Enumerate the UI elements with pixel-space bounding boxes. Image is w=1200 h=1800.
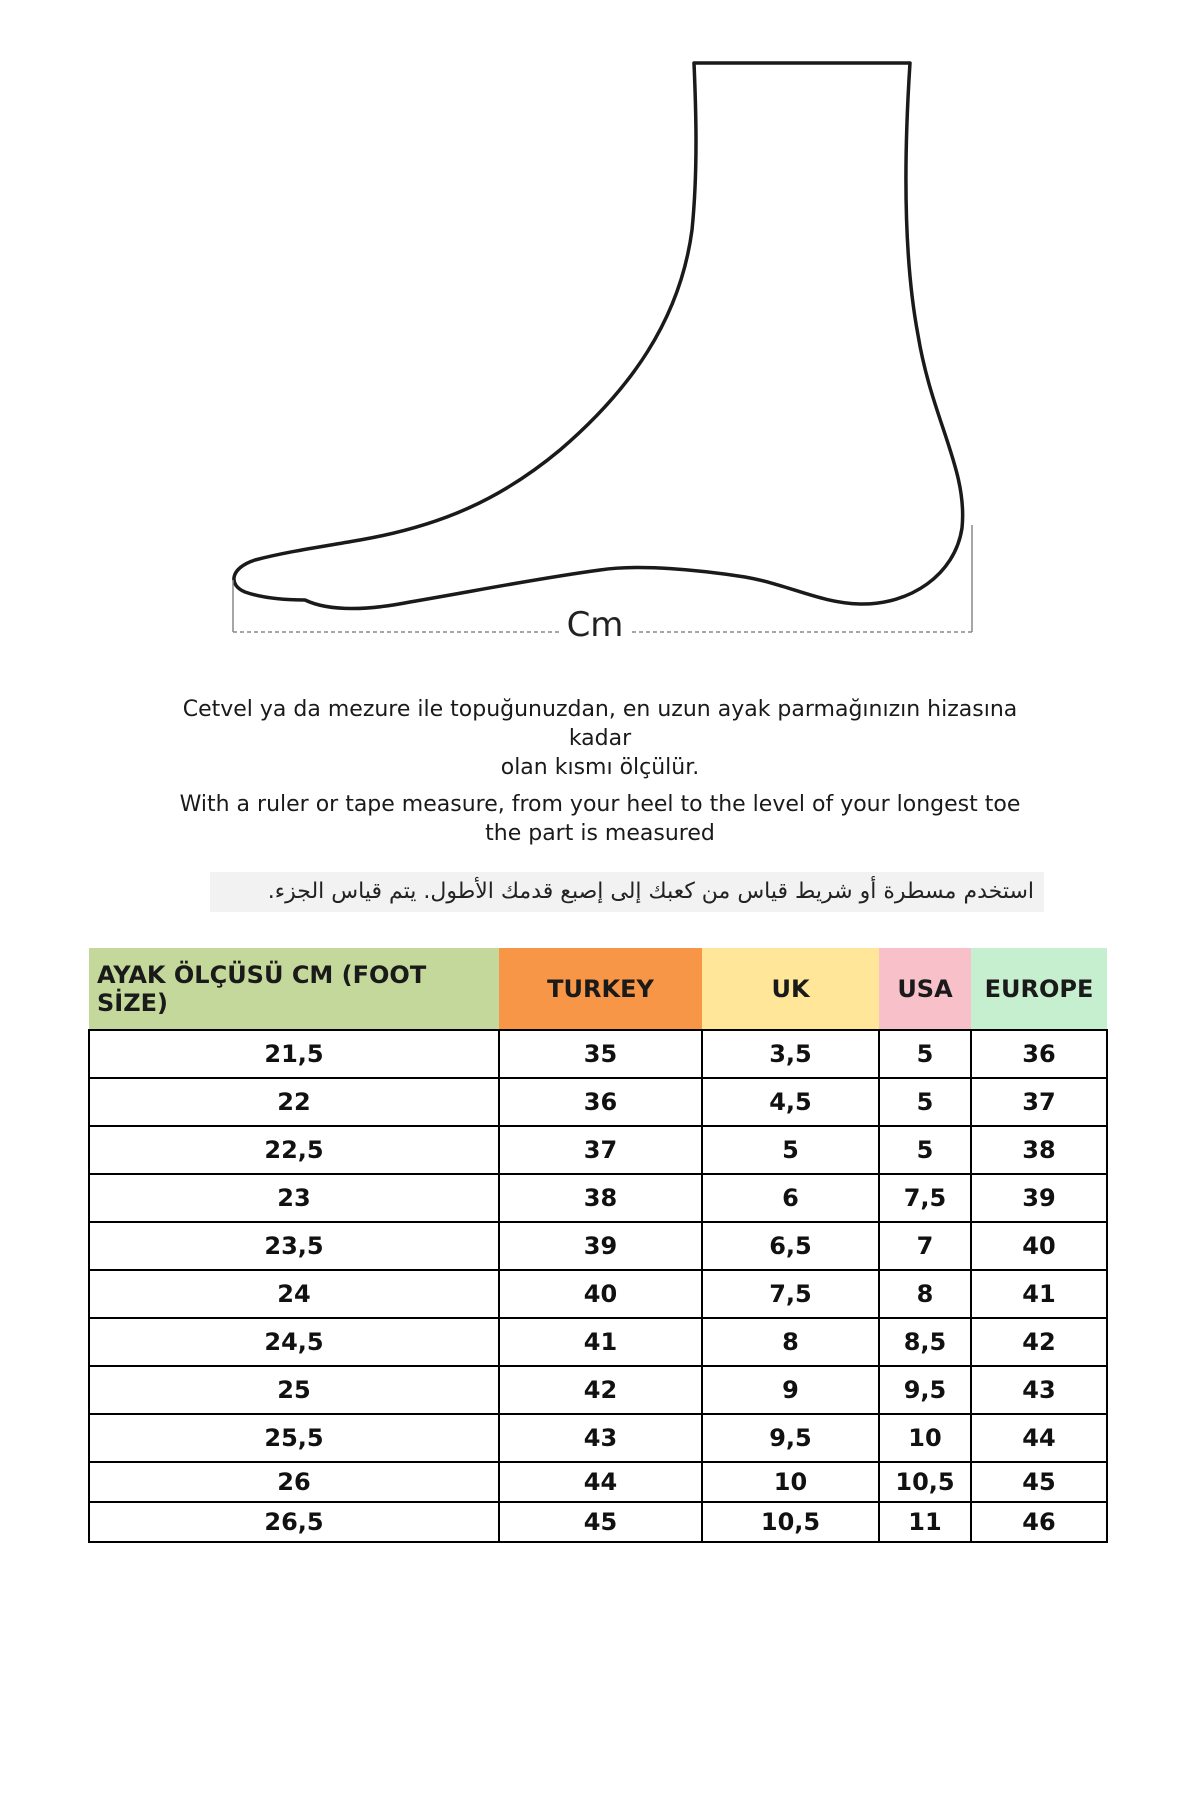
usa-size-cell: 11 (879, 1502, 971, 1542)
europe-size-cell: 46 (971, 1502, 1107, 1542)
table-row (89, 1318, 1107, 1366)
europe-size-cell: 45 (971, 1462, 1107, 1502)
usa-size-cell: 7,5 (879, 1174, 971, 1222)
turkey-size-cell: 40 (499, 1270, 702, 1318)
foot-size-cm-cell: 23,5 (89, 1222, 499, 1270)
uk-size-cell: 6 (702, 1174, 879, 1222)
turkey-size-cell: 39 (499, 1222, 702, 1270)
instruction-line: olan kısmı ölçülür. (500, 755, 700, 780)
foot-size-cm-cell: 22 (89, 1078, 499, 1126)
europe-size-cell: 38 (971, 1126, 1107, 1174)
turkey-size-cell: 44 (499, 1462, 702, 1502)
measure-unit-label: Cm (560, 605, 630, 645)
turkey-size-cell: 42 (499, 1366, 702, 1414)
turkey-size-cell: 36 (499, 1078, 702, 1126)
turkey-size-cell: 43 (499, 1414, 702, 1462)
usa-size-cell: 9,5 (879, 1366, 971, 1414)
usa-size-cell: 7 (879, 1222, 971, 1270)
usa-size-cell: 10,5 (879, 1462, 971, 1502)
foot-size-cm-cell: 21,5 (89, 1030, 499, 1078)
usa-size-cell: 5 (879, 1126, 971, 1174)
foot-size-cm-cell: 24 (89, 1270, 499, 1318)
instruction-line: Cetvel ya da mezure ile topuğunuzdan, en uzun ayak parmağınızın hizasına kadar (182, 697, 1018, 751)
europe-size-cell: 43 (971, 1366, 1107, 1414)
header-turkey: TURKEY (499, 948, 702, 1030)
header-uk: UK (702, 948, 879, 1030)
instruction-english (150, 790, 1050, 848)
instruction-arabic: استخدم مسطرة أو شريط قياس من كعبك إلى إصبع قدمك الأطول. يتم قياس الجزء. (210, 872, 1044, 912)
uk-size-cell: 6,5 (702, 1222, 879, 1270)
usa-size-cell: 5 (879, 1030, 971, 1078)
table-row (89, 1078, 1107, 1126)
uk-size-cell: 7,5 (702, 1270, 879, 1318)
header-foot-size: AYAK ÖLÇÜSÜ CM (FOOT SİZE) (89, 948, 499, 1030)
table-row (89, 1462, 1107, 1502)
table-row (89, 1414, 1107, 1462)
usa-size-cell: 5 (879, 1078, 971, 1126)
header-usa: USA (879, 948, 971, 1030)
foot-diagram (0, 0, 1200, 660)
table-body (89, 1030, 1107, 1542)
europe-size-cell: 40 (971, 1222, 1107, 1270)
table-row (89, 1030, 1107, 1078)
foot-size-cm-cell: 23 (89, 1174, 499, 1222)
foot-size-cm-cell: 26 (89, 1462, 499, 1502)
turkey-size-cell: 35 (499, 1030, 702, 1078)
table-row (89, 1126, 1107, 1174)
turkey-size-cell: 37 (499, 1126, 702, 1174)
europe-size-cell: 39 (971, 1174, 1107, 1222)
europe-size-cell: 42 (971, 1318, 1107, 1366)
usa-size-cell: 8 (879, 1270, 971, 1318)
table-row (89, 1502, 1107, 1542)
foot-size-cm-cell: 25,5 (89, 1414, 499, 1462)
europe-size-cell: 37 (971, 1078, 1107, 1126)
instruction-line: With a ruler or tape measure, from your heel to the level of your longest toe (179, 792, 1021, 817)
table-row (89, 1222, 1107, 1270)
turkey-size-cell: 41 (499, 1318, 702, 1366)
uk-size-cell: 4,5 (702, 1078, 879, 1126)
foot-size-cm-cell: 24,5 (89, 1318, 499, 1366)
europe-size-cell: 44 (971, 1414, 1107, 1462)
table-header-row (89, 948, 1107, 1030)
foot-size-cm-cell: 26,5 (89, 1502, 499, 1542)
uk-size-cell: 10 (702, 1462, 879, 1502)
europe-size-cell: 36 (971, 1030, 1107, 1078)
turkey-size-cell: 38 (499, 1174, 702, 1222)
uk-size-cell: 3,5 (702, 1030, 879, 1078)
uk-size-cell: 5 (702, 1126, 879, 1174)
size-chart-table (88, 948, 1108, 1543)
uk-size-cell: 10,5 (702, 1502, 879, 1542)
table-row (89, 1270, 1107, 1318)
usa-size-cell: 8,5 (879, 1318, 971, 1366)
usa-size-cell: 10 (879, 1414, 971, 1462)
instruction-line: the part is measured (485, 821, 715, 846)
instruction-turkish (150, 695, 1050, 782)
header-europe: EUROPE (971, 948, 1107, 1030)
foot-outline (234, 63, 963, 609)
uk-size-cell: 9 (702, 1366, 879, 1414)
table-row (89, 1174, 1107, 1222)
foot-size-cm-cell: 22,5 (89, 1126, 499, 1174)
uk-size-cell: 9,5 (702, 1414, 879, 1462)
europe-size-cell: 41 (971, 1270, 1107, 1318)
foot-size-cm-cell: 25 (89, 1366, 499, 1414)
uk-size-cell: 8 (702, 1318, 879, 1366)
table-row (89, 1366, 1107, 1414)
turkey-size-cell: 45 (499, 1502, 702, 1542)
